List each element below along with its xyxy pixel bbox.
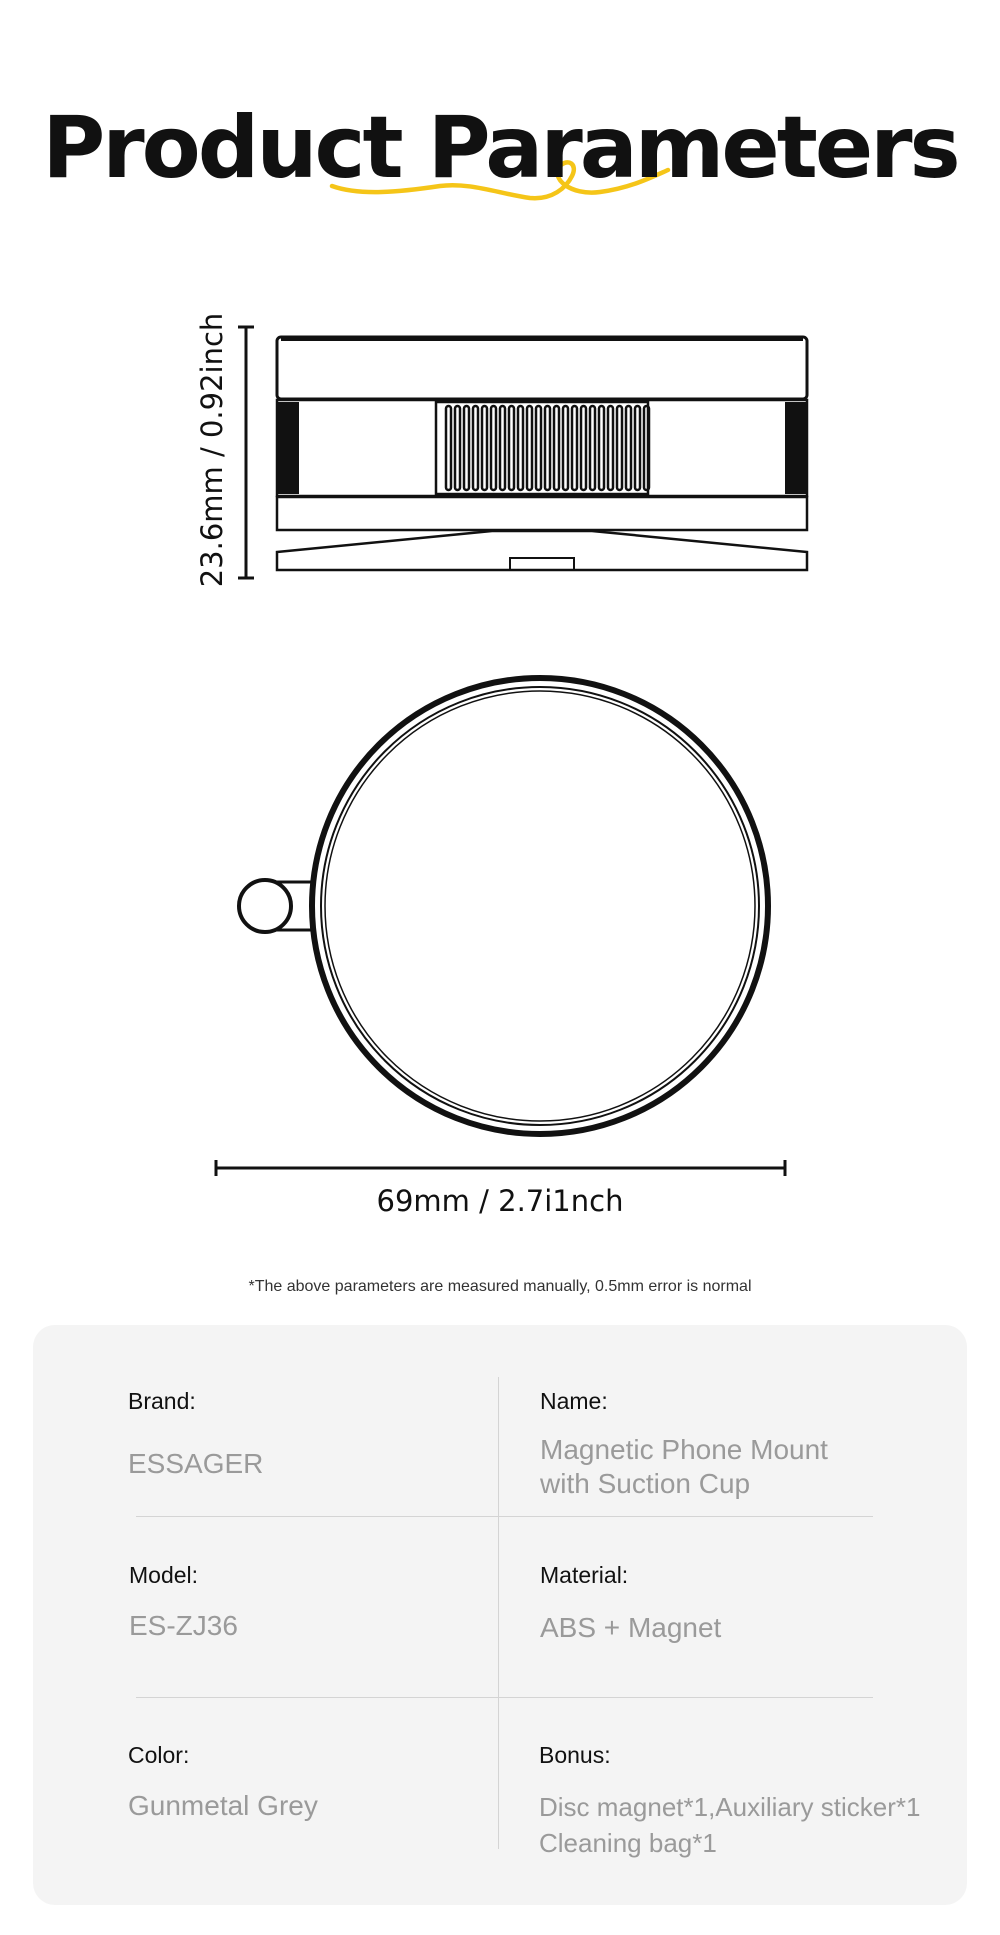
spec-name — [540, 1387, 828, 1501]
knurl-ridge — [599, 406, 604, 490]
knurl-ridge — [563, 406, 568, 490]
knurl-ridge — [626, 406, 631, 490]
knurl-ridge — [491, 406, 496, 490]
knurl-ridge — [527, 406, 532, 490]
page-title: Product Parameters — [42, 98, 958, 198]
knurl-ridge — [446, 406, 451, 490]
top-view — [239, 678, 768, 1134]
spec-value-line: Magnetic Phone Mount — [540, 1434, 828, 1465]
spec-label: Color: — [128, 1742, 190, 1768]
spec-value — [539, 1789, 920, 1861]
knurl-ridge — [518, 406, 523, 490]
spec-bonus — [539, 1741, 920, 1861]
column-divider — [498, 1377, 499, 1849]
knurl-ridge — [509, 406, 514, 490]
spec-label: Name: — [540, 1388, 608, 1414]
suction-cup-base — [277, 531, 807, 570]
knurl-ridge — [635, 406, 640, 490]
width-dimension-line — [216, 1160, 785, 1176]
spec-label: Brand: — [128, 1388, 196, 1414]
spec-material — [540, 1561, 721, 1645]
knurl-ridge — [464, 406, 469, 490]
spec-label: Bonus: — [539, 1742, 611, 1768]
knurl-ridge — [590, 406, 595, 490]
knurl-ridge — [644, 406, 649, 490]
spec-label: Material: — [540, 1562, 629, 1588]
spec-label: Model: — [129, 1562, 199, 1588]
knurl-ridge — [554, 406, 559, 490]
knurl-ridge — [572, 406, 577, 490]
side-view — [277, 337, 807, 570]
spec-value-line: Disc magnet*1,Auxiliary sticker*1 — [539, 1792, 921, 1822]
knurl-ridge — [482, 406, 487, 490]
knurl-ridge — [473, 406, 478, 490]
side-view-cap — [277, 337, 807, 399]
height-dimension-label-box — [152, 312, 272, 588]
suction-cup-tab — [510, 558, 574, 570]
width-dimension-label: 69mm / 2.7i1nch — [376, 1184, 624, 1218]
spec-value-line: Cleaning bag*1 — [539, 1828, 717, 1858]
spec-value: Gunmetal Grey — [128, 1790, 318, 1821]
spec-value: ABS + Magnet — [540, 1612, 722, 1643]
knurl-ridge — [455, 406, 460, 490]
knurl-ridge — [617, 406, 622, 490]
knurl-ridge — [500, 406, 505, 490]
knurl-ridge — [545, 406, 550, 490]
spec-model — [129, 1561, 238, 1643]
top-view-outer-circle — [312, 678, 768, 1134]
knurl-ridge — [536, 406, 541, 490]
spec-value: ES-ZJ36 — [129, 1610, 238, 1641]
spec-value-line: with Suction Cup — [540, 1468, 751, 1499]
row-divider — [136, 1516, 873, 1517]
knurl-ridge — [608, 406, 613, 490]
measurement-note: *The above parameters are measured manually, 0.5mm error is normal — [248, 1278, 752, 1295]
spec-color — [128, 1741, 318, 1823]
knurl-ridge — [581, 406, 586, 490]
spec-value: ESSAGER — [128, 1448, 264, 1479]
spec-brand — [128, 1387, 263, 1481]
spec-value — [540, 1433, 828, 1501]
side-view-base — [277, 497, 807, 530]
spec-panel — [33, 1325, 967, 1905]
pull-tab-ring — [239, 880, 291, 932]
row-divider — [136, 1697, 873, 1698]
height-dimension-label: 23.6mm / 0.92inch — [195, 312, 229, 588]
